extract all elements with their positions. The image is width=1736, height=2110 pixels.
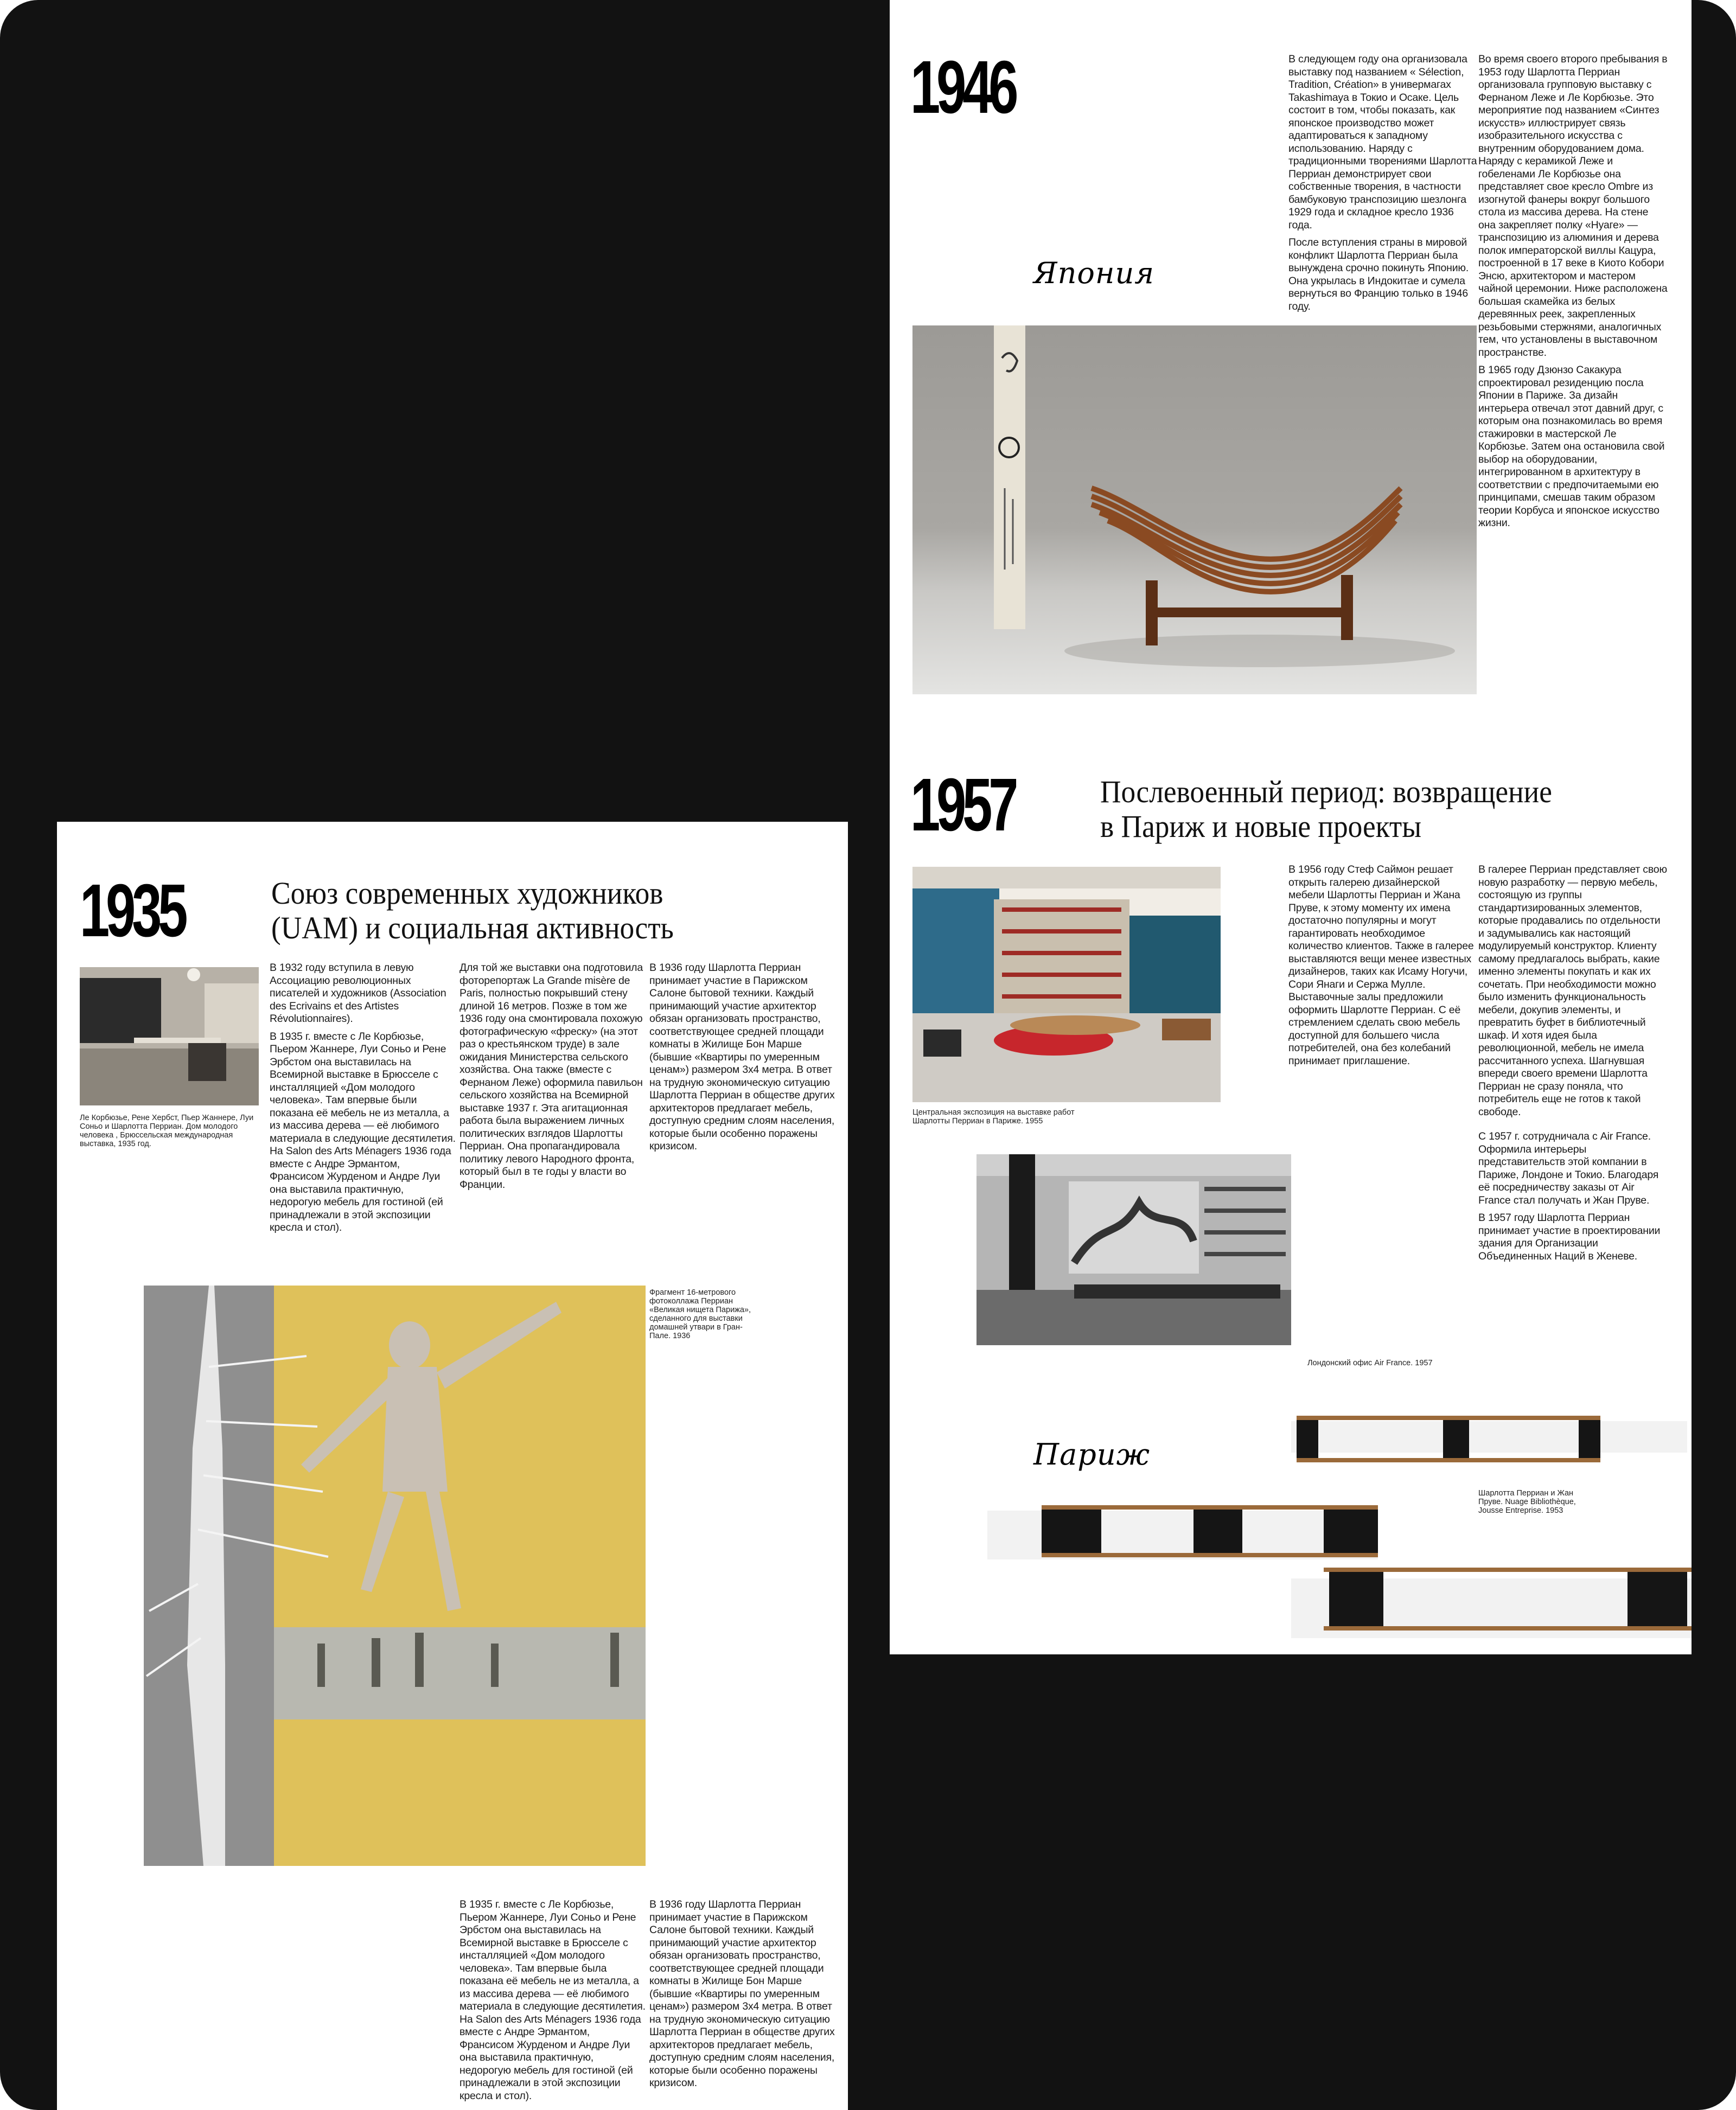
script-heading-paris: Париж xyxy=(1033,1437,1151,1472)
paragraph: В 1936 году Шарлотта Перриан принимает участие в Парижском Салоне бытовой техники. Каждый принимающий участие архитектор обязан организовать пространство, соответствующее средней площади комнаты в Жилище Бон Марше (бывшие «Квартиры по умеренным ценам») размером 3x4 метра. В ответ на трудную экономическую ситуацию Шарлотта Перриан в обществе других архитекторов предлагает мебель, доступную средним слоям населения, которые были особенно поражены кризисом. xyxy=(649,962,835,1152)
room-illustration xyxy=(80,967,259,1105)
chaise-illustration xyxy=(912,325,1477,694)
year-heading-1935: 1935 xyxy=(80,869,184,952)
paragraph: В 1965 году Дзюнзо Сакакура спроектировал резиденцию посла Японии в Париже. За дизайн интерьера отвечал этот давний друг, с которым она познакомилась во время стажировки в мастерской Ле Корбюзье. Затем она остановила свой выбор на оборудовании, интегрированном в архитектуру в соответствии с предпочитаемыми ею принципами, смешав таким образом теории Корбуса и японское искусство жизни. xyxy=(1478,364,1665,529)
collage-illustration xyxy=(144,1286,646,1866)
text-column-1957-1 xyxy=(1288,864,1476,1072)
section-title-1935 xyxy=(271,876,674,945)
photo-young-man-house xyxy=(80,967,259,1105)
photo-air-france-office xyxy=(976,1154,1291,1345)
panel-1946-1957 xyxy=(890,0,1692,1654)
photo-collage-grande-misere xyxy=(144,1286,646,1866)
text-column-1935-2 xyxy=(459,962,647,1196)
script-heading-japan: Япония xyxy=(1033,256,1155,290)
shelf-unit-bottom xyxy=(1291,1568,1692,1638)
caption-collage: Фрагмент 16-метрового фотоколлажа Перриан «Великая нищета Парижа», сделанного для выставки домашней утвари в Гран-Пале. 1936 xyxy=(649,1288,751,1340)
paragraph: В галерее Перриан представляет свою новую разработку — первую мебель, состоящую из группы стандартизированных элементов, которые продавались по отдельности и задумывались как настоящий модулируемый конструктор. Клиенту самому предлагалось выбрать, какие именно элементы покупать и как их сочетать. При необходимости можно было изменить функциональность мебели, докупив элементы, и превратить буфет в библиотечный шкаф. И хотя идея была революционной, мебель не имела рассчитанного успеха. Шагнувшая впереди своего времени Шарлотта Перриан не сразу поняла, что потребитель еще не готов к такой свободе. xyxy=(1478,864,1667,1118)
text-column-1946-2 xyxy=(1478,53,1668,535)
beach-strip xyxy=(274,1627,646,1719)
paragraph: В следующем году она организовала выставку под названием « Sélection, Tradition, Création» в универмагах Takashimaya в Токио и Осаке. Цель состоит в том, чтобы показать, как японское производство может адаптироваться к западному использованию. Наряду с традиционными творениями Шарлотта Перриан демонстрирует свои собственные творения, в частности бамбуковую транспозицию шезлонга 1929 года и складное кресло 1936 года. xyxy=(1288,53,1477,231)
title-line: Послевоенный период: возвращение xyxy=(1100,774,1552,809)
paragraph: В 1932 году вступила в левую Ассоциацию революционных писателей и художников (Association des Ecrivains et des Artistes Révolutionnaires). xyxy=(270,962,446,1025)
text-column-1935-1 xyxy=(270,962,457,1239)
jumping-man xyxy=(301,1302,561,1611)
caption-air-france: Лондонский офис Air France. 1957 xyxy=(1307,1359,1433,1367)
shelf-unit-middle xyxy=(987,1505,1378,1559)
floor-shadow xyxy=(1064,635,1455,667)
photo-bamboo-chaise-longue xyxy=(912,325,1477,694)
title-line: Союз современных художников xyxy=(271,875,663,911)
text-column-1935-bottom-1 xyxy=(459,1898,647,2107)
paragraph: В 1956 году Стеф Саймон решает открыть галерею дизайнерской мебели Шарлотты Перриан и Жана Пруве, к этому моменту их имена достаточно популярны и могут гарантировать необходимое количество клиентов. Также в галерее выставляются вещи менее известных дизайнеров, таких как Исаму Ногучи, Сори Янаги и Сержа Мулле. Выставочные залы предложили оформить Шарлотте Перриан. С её стремлением сделать свою мебель доступной для большего числа потребителей, она без колебаний принимает приглашение. xyxy=(1288,864,1474,1067)
paragraph: После вступления страны в мировой конфликт Шарлотта Перриан была вынуждена срочно покинуть Японию. Она укрылась в Индокитае и сумела вернуться во Францию только в 1946 году. xyxy=(1288,236,1469,312)
panel-1935 xyxy=(57,822,848,2110)
paragraph: С 1957 г. сотрудничала с Air France. Оформила интерьеры представительств этой компании в Париже, Лондоне и Токио. Благодаря её посредничеству заказы от Air France стал получать и Жан Пруве. xyxy=(1478,1130,1659,1206)
text-column-1935-bottom-2 xyxy=(649,1898,837,2095)
section-title-1957 xyxy=(1100,775,1552,844)
shelf-unit-top xyxy=(1291,1416,1687,1462)
paragraph: Для той же выставки она подготовила фоторепортаж La Grande misère de Paris, полностью покрывший стену длиной 16 метров. Позже в том же 1936 году она смонтировала похожую фотографическую «фреску» (на этот раз о крестьянском труде) в зале ожидания Министерства сельского хозяйства. Она также (вместе с Фернаном Леже) оформила павильон сельского хозяйства на Всемирной выставке 1937 г. Эта агитационная работа была выражением личных политических взглядов Шарлотты Перриан. Она пропагандировала политику левого Народного фронта, который был в те годы у власти во Франции. xyxy=(459,962,643,1191)
paragraph: В 1936 году Шарлотта Перриан принимает участие в Парижском Салоне бытовой техники. Каждый принимающий участие архитектор обязан организовать пространство, соответствующее средней площади комнаты в Жилище Бон Марше (бывшие «Квартиры по умеренным ценам») размером 3x4 метра. В ответ на трудную экономическую ситуацию Шарлотта Перриан в обществе других архитекторов предлагает мебель, доступную средним слоям населения, которые были особенно поражены кризисом. xyxy=(649,1898,835,2089)
title-line: в Париж и новые проекты xyxy=(1100,809,1422,844)
caption-gallery: Центральная экспозиция на выставке работ Шарлотты Перриан в Париже. 1955 xyxy=(912,1108,1075,1126)
title-line: (UAM) и социальная активность xyxy=(271,910,674,945)
paragraph: В 1935 г. вместе с Ле Корбюзье, Пьером Жаннере, Луи Соньо и Рене Эрбстом она выставилась на Всемирной выставке в Брюсселе с инсталляцией «Дом молодого человека». Там впервые были показана её мебель не из металла, а из массива дерева — её любимого материала в следующие десятилетия. На Salon des Arts Ménagers 1936 года вместе с Андре Эрмантом, Франсисом Журденом и Андре Луи она выставила практичную, недорогую мебель для гостиной (ей принадлежали в этой экспозиции кресла и стол). xyxy=(270,1030,456,1233)
caption-nuage-shelf: Шарлотта Перриан и Жан Пруве. Nuage Bibliothèque, Jousse Entreprise. 1953 xyxy=(1478,1489,1576,1515)
chaise-frame xyxy=(1092,488,1401,592)
year-heading-1957: 1957 xyxy=(910,763,1015,847)
photo-nuage-shelves xyxy=(987,1405,1692,1644)
paragraph: Во время своего второго пребывания в 1953 году Шарлотта Перриан организовала групповую выставку с Фернаном Леже и Ле Корбюзье. Это мероприятие под названием «Синтез искусств» иллюстрирует связь изобразительного искусства с внутренним оборудованием дома. Наряду с керамикой Леже и гобеленами Ле Корбюзье она представляет свое кресло Ombre из изогнутой фанеры вокруг большого стола из массива дерева. На стене она закрепляет полку «Нуаге» — транспозицию из алюминия и дерева полок императорской виллы Кацура, построенной в 17 веке в Киото Кобори Энсю, архитектором и мастером чайной церемонии. Ниже расположена большая скамейка из белых деревянных реек, закрепленных резьбовыми стержнями, аналогичных тем, что установлены в выставочном пространстве. xyxy=(1478,53,1668,359)
photo-gallery-exhibition xyxy=(912,867,1221,1102)
paragraph: В 1935 г. вместе с Ле Корбюзье, Пьером Жаннере, Луи Соньо и Рене Эрбстом она выставилась на Всемирной выставке в Брюсселе с инсталляцией «Дом молодого человека». Там впервые была показана её мебель не из металла, а из массива дерева — её любимого материала в следующие десятилетия. На Salon des Arts Ménagers 1936 года вместе с Андре Эрмантом, Франсисом Журденом и Андре Луи она выставила практичную, недорогую мебель для гостиной (ей принадлежали в этой экспозиции кресла и стол). xyxy=(459,1898,646,2102)
text-column-1957-2 xyxy=(1478,864,1668,1268)
text-column-1935-3 xyxy=(649,962,837,1158)
office-illustration xyxy=(976,1154,1291,1345)
year-heading-1946: 1946 xyxy=(910,46,1015,129)
gallery-illustration xyxy=(912,867,1221,1102)
text-column-1946-1 xyxy=(1288,53,1478,318)
paragraph: В 1957 году Шарлотта Перриан принимает участие в проектировании здания для Организации Объединенных Наций в Женеве. xyxy=(1478,1212,1661,1262)
caption-young-man-house: Ле Корбюзье, Рене Хербст, Пьер Жаннере, Луи Соньо и Шарлотта Перриан. Дом молодого человека , Брюссельская международная выставка, 1935 год. xyxy=(80,1114,254,1148)
